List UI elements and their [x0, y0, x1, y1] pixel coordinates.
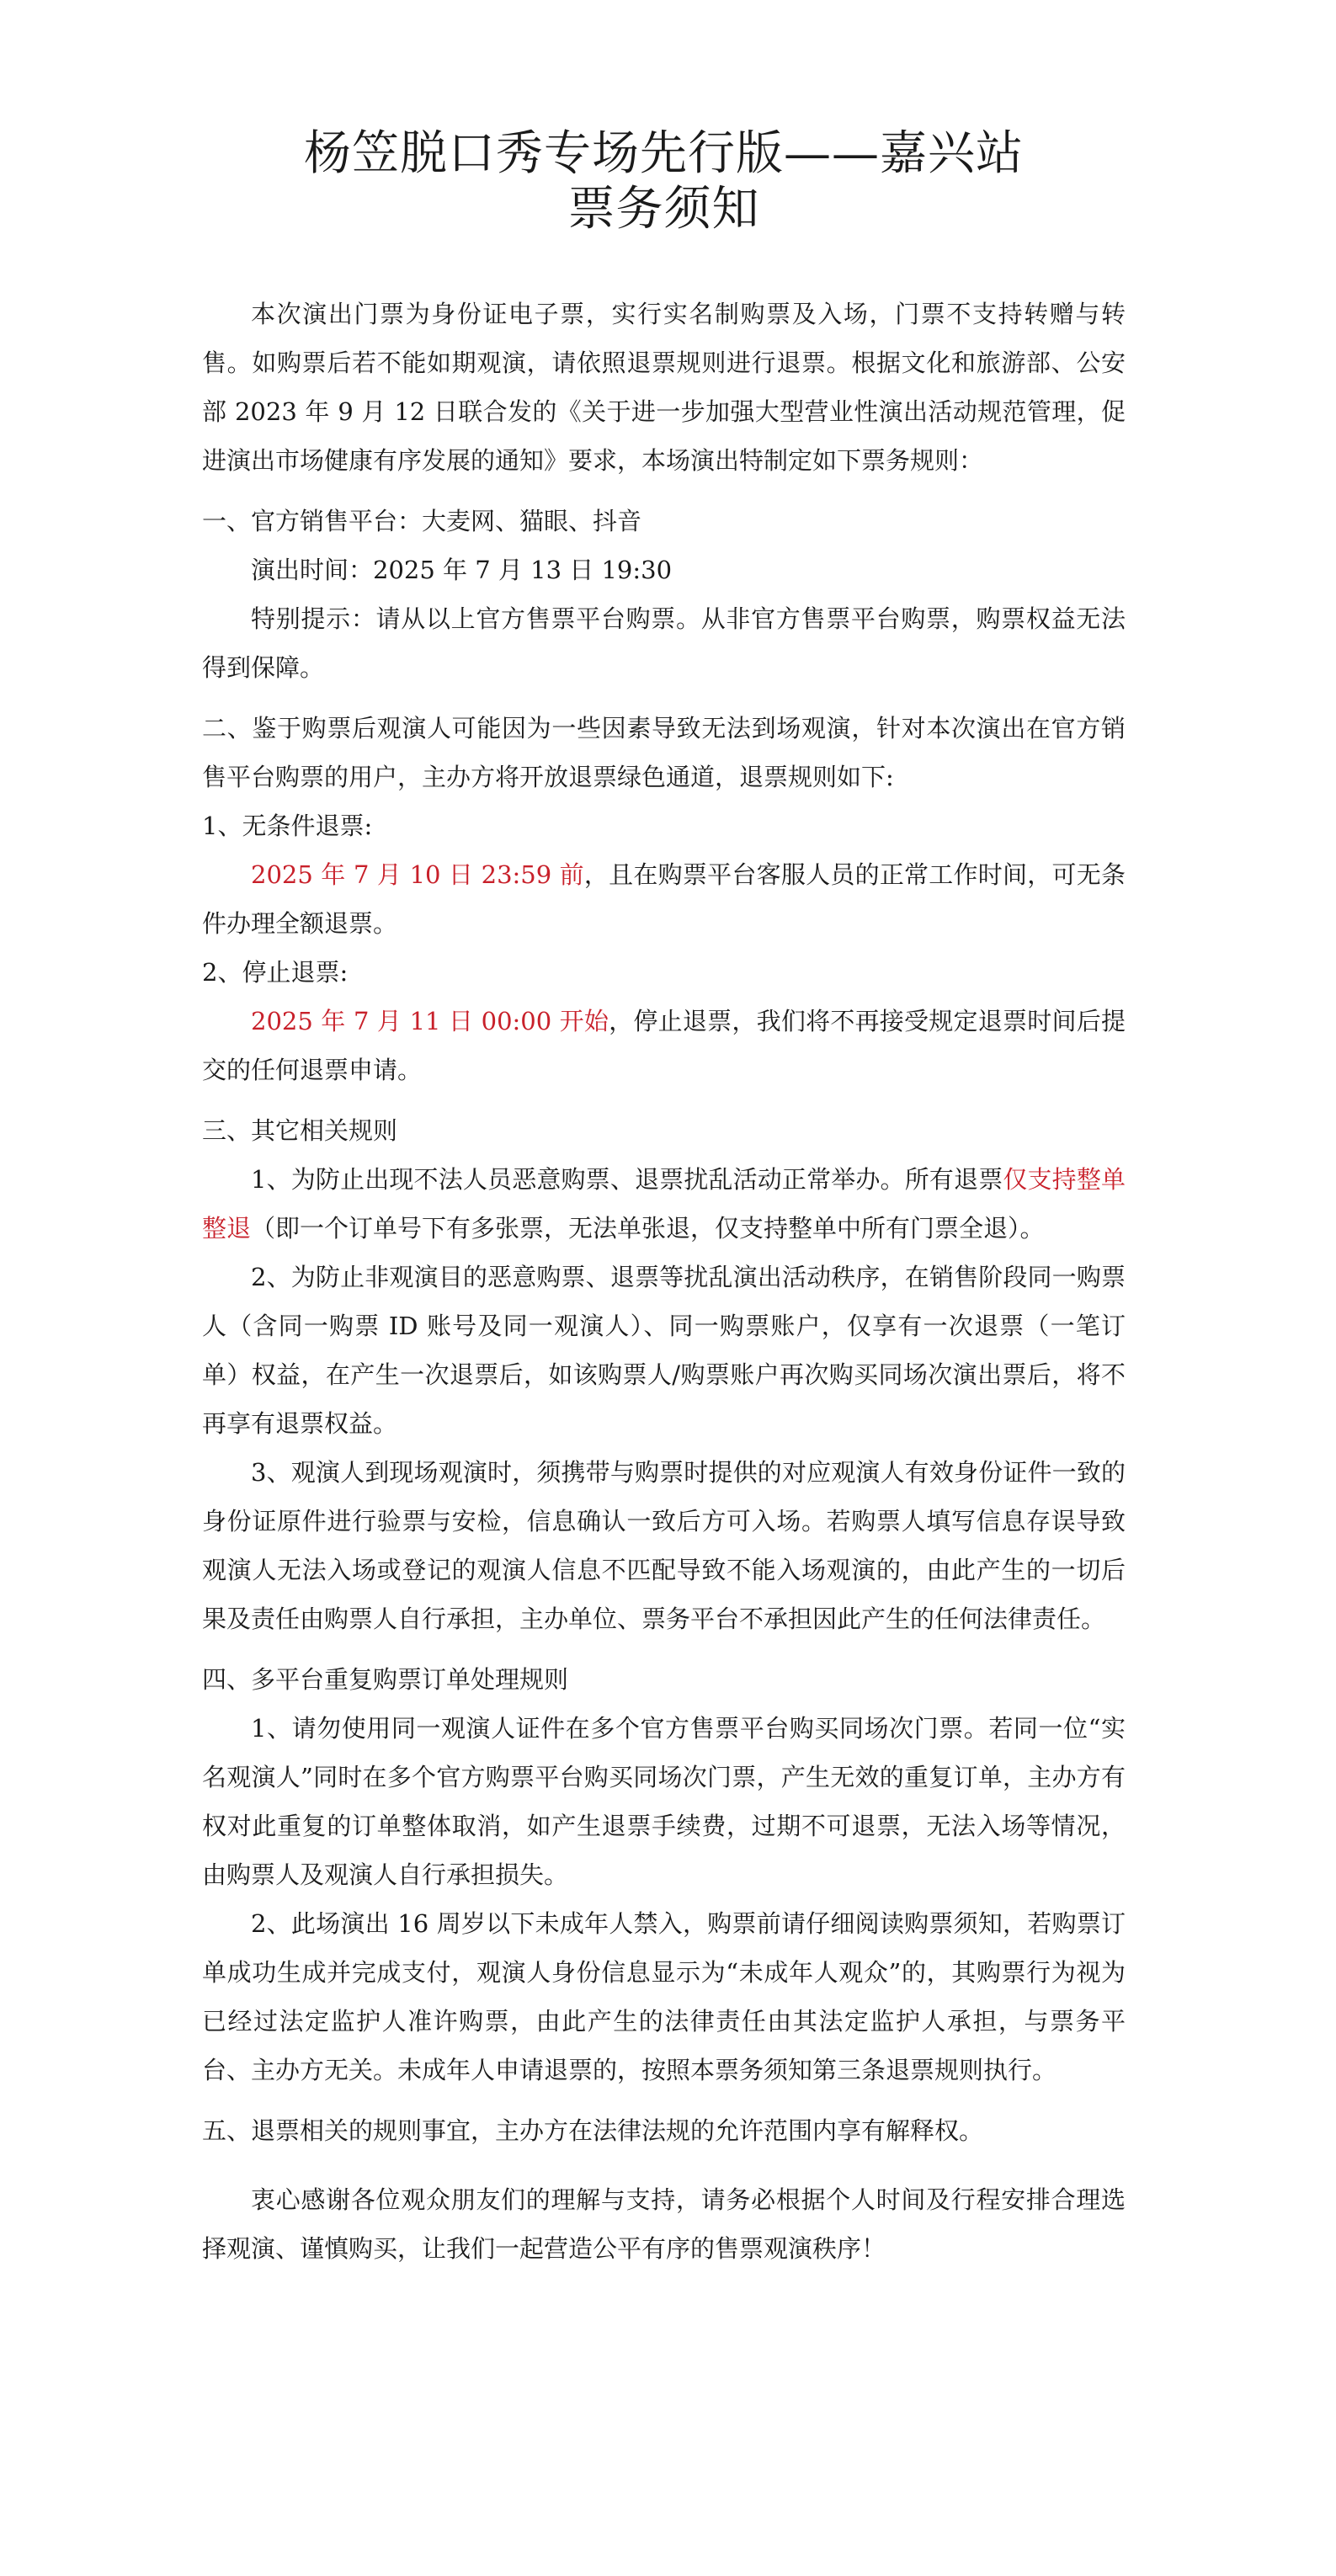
section-3-heading: 三、其它相关规则	[202, 1116, 398, 1145]
refund-item-2-text	[202, 997, 1126, 1094]
refund-item-1-label: 1、无条件退票:	[202, 812, 373, 840]
rule-3-1	[202, 1155, 1126, 1253]
section-5-heading: 五、退票相关的规则事宜，主办方在法律法规的允许范围内享有解释权。	[202, 2116, 984, 2145]
section-2-heading: 二、鉴于购票后观演人可能因为一些因素导致无法到场观演，针对本次演出在官方销售平台购票的用户，主办方将开放退票绿色通道，退票规则如下:	[202, 714, 1126, 791]
section-5	[202, 2106, 1126, 2155]
rule-3-1-post: （即一个订单号下有多张票，无法单张退，仅支持整单中所有门票全退）。	[251, 1214, 1045, 1243]
refund-item-2-label: 2、停止退票:	[202, 958, 349, 987]
refund-item-2-body: ，停止退票，我们将不再接受规定退票时间后提交的任何退票申请。	[202, 1007, 1126, 1084]
section-4-heading: 四、多平台重复购票订单处理规则	[202, 1665, 569, 1694]
special-notice: 特别提示：请从以上官方售票平台购票。从非官方售票平台购票，购票权益无法得到保障。	[202, 604, 1126, 682]
intro-paragraph: 本次演出门票为身份证电子票，实行实名制购票及入场，门票不支持转赠与转售。如购票后若不能如期观演，请依照退票规则进行退票。根据文化和旅游部、公安部 2023 年 9 月 12 日联合发的《关于进一步加强大型营业性演出活动规范管理，促进演出市场健康有序发展的通知》要求，本场演出特制定如下票务规则：	[202, 300, 1126, 475]
refund-deadline-highlight: 2025 年 7 月 10 日 23:59 前	[251, 860, 584, 889]
whole-order-refund-highlight: 仅支持整单整退	[202, 1165, 1126, 1243]
section-1-heading: 一、官方销售平台：大麦网、猫眼、抖音	[202, 507, 642, 535]
rule-3-3: 3、观演人到现场观演时，须携带与购票时提供的对应观演人有效身份证件一致的身份证原件进行验票与安检，信息确认一致后方可入场。若购票人填写信息存误导致观演人无法入场或登记的观演人信息不匹配导致不能入场观演的，由此产生的一切后果及责任由购票人自行承担，主办单位、票务平台不承担因此产生的任何法律责任。	[202, 1458, 1126, 1633]
document-title	[202, 126, 1126, 237]
section-3	[202, 1106, 1126, 1643]
rule-3-2: 2、为防止非观演目的恶意购票、退票等扰乱演出活动秩序，在销售阶段同一购票人（含同一购票 ID 账号及同一观演人）、同一购票账户，仅享有一次退票（一笔订单）权益，在产生一次退票后，如该购票人/购票账户再次购买同场次演出票后，将不再享有退票权益。	[202, 1263, 1126, 1438]
rule-4-1: 1、请勿使用同一观演人证件在多个官方售票平台购买同场次门票。若同一位“实名观演人”同时在多个官方购票平台购买同场次门票，产生无效的重复订单，主办方有权对此重复的订单整体取消，如产生退票手续费，过期不可退票，无法入场等情况，由购票人及观演人自行承担损失。	[202, 1714, 1126, 1889]
refund-stop-highlight: 2025 年 7 月 11 日 00:00 开始	[251, 1007, 609, 1035]
show-time: 演出时间：2025 年 7 月 13 日 19:30	[251, 556, 673, 584]
section-4	[202, 1655, 1126, 2094]
section-1	[202, 497, 1126, 692]
closing-paragraph: 衷心感谢各位观众朋友们的理解与支持，请务必根据个人时间及行程安排合理选择观演、谨慎购买，让我们一起营造公平有序的售票观演秩序！	[202, 2185, 1126, 2263]
refund-item-1-text	[202, 850, 1126, 948]
rule-4-2: 2、此场演出 16 周岁以下未成年人禁入，购票前请仔细阅读购票须知，若购票订单成功生成并完成支付，观演人身份信息显示为“未成年人观众”的，其购票行为视为已经过法定监护人准许购票，由此产生的法律责任由其法定监护人承担，与票务平台、主办方无关。未成年人申请退票的，按照本票务须知第三条退票规则执行。	[202, 1909, 1126, 2084]
rule-3-1-pre: 1、为防止出现不法人员恶意购票、退票扰乱活动正常举办。所有退票	[251, 1165, 1003, 1194]
title-line-2: 票务须知	[567, 182, 760, 237]
refund-item-1-body: ，且在购票平台客服人员的正常工作时间，可无条件办理全额退票。	[202, 860, 1126, 938]
section-2	[202, 704, 1126, 1094]
title-line-1: 杨笠脱口秀专场先行版——嘉兴站	[304, 126, 1024, 181]
